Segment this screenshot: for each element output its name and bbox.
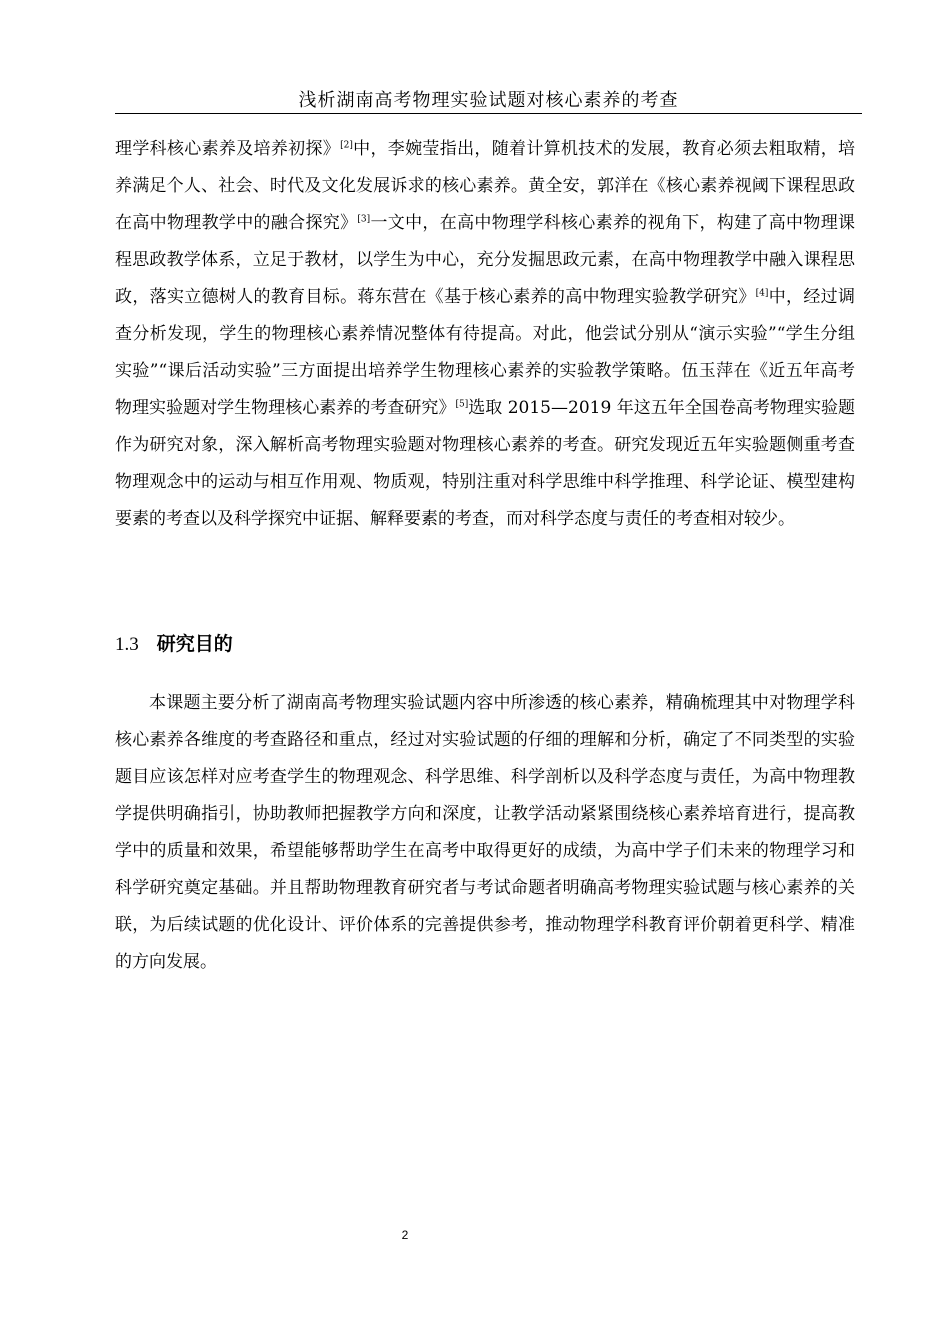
paragraph-text-segment: 理学科核心素养及培养初探》 bbox=[115, 139, 341, 159]
section-number: 1.3 bbox=[115, 634, 139, 655]
paragraph-text-segment: 一文中，在高中物理学科核心素养的视角下，构建了高中物理课程思政教学体系，立足于教材，以学生为中心，充分发掘思政元素，在高中物理教学中融入课程思政，落实立德树人的教育目标。蒋东营在《基于核心素养的高中物理实验教学研究》 bbox=[115, 213, 856, 307]
section-heading bbox=[115, 628, 233, 661]
body-paragraph-literature-review bbox=[115, 131, 855, 538]
header-divider bbox=[115, 113, 862, 114]
running-header: 浅析湖南高考物理实验试题对核心素养的考查 bbox=[298, 90, 679, 111]
page-number: 2 bbox=[401, 1228, 409, 1242]
citation-ref-2: [2] bbox=[340, 140, 353, 151]
section-title: 研究目的 bbox=[156, 633, 233, 655]
body-paragraph-research-purpose: 本课题主要分析了湖南高考物理实验试题内容中所渗透的核心素养，精确梳理其中对物理学科核心素养各维度的考查路径和重点，经过对实验试题的仔细的理解和分析，确定了不同类型的实验题目应该怎样对应考查学生的物理观念、科学思维、科学剖析以及科学态度与责任，为高中物理教学提供明确指引，协助教师把握教学方向和深度，让教学活动紧紧围绕核心素养培育进行，提高教学中的质量和效果，希望能够帮助学生在高考中取得更好的成绩，为高中学子们未来的物理学习和科学研究奠定基础。并且帮助物理教育研究者与考试命题者明确高考物理实验试题与核心素养的关联，为后续试题的优化设计、评价体系的完善提供参考，推动物理学科教育评价朝着更科学、精准的方向发展。 bbox=[115, 693, 855, 972]
paragraph-text-segment: 中，经过调查分析发现，学生的物理核心素养情况整体有待提高。对此，他尝试分别从“演示实验”“学生分组实验”“课后活动实验”三方面提出培养学生物理核心素养的实验教学策略。伍玉萍在《近五年高考物理实验题对学生物理核心素养的考查研究》 bbox=[115, 287, 855, 418]
citation-ref-5: [5] bbox=[455, 399, 469, 410]
paragraph-text-segment: 选取 2015—2019 年这五年全国卷高考物理实验题作为研究对象，深入解析高考物理实验题对物理核心素养的考查。研究发现近五年实验题侧重考查物理观念中的运动与相互作用观、物质观，特别注重对科学思维中科学推理、科学论证、模型建构要素的考查以及科学探究中证据、解释要素的考查，而对科学态度与责任的考查相对较少。 bbox=[115, 398, 855, 529]
paragraph-text-segment: 中，李婉莹指出，随着计算机技术的发展，教育必须去粗取精，培养满足个人、社会、时代及文化发展诉求的核心素养。黄全安，郭洋在《核心素养视阈下课程思政在高中物理教学中的融合探究》 bbox=[115, 139, 856, 233]
citation-ref-3: [3] bbox=[357, 214, 371, 225]
citation-ref-4: [4] bbox=[755, 288, 769, 299]
